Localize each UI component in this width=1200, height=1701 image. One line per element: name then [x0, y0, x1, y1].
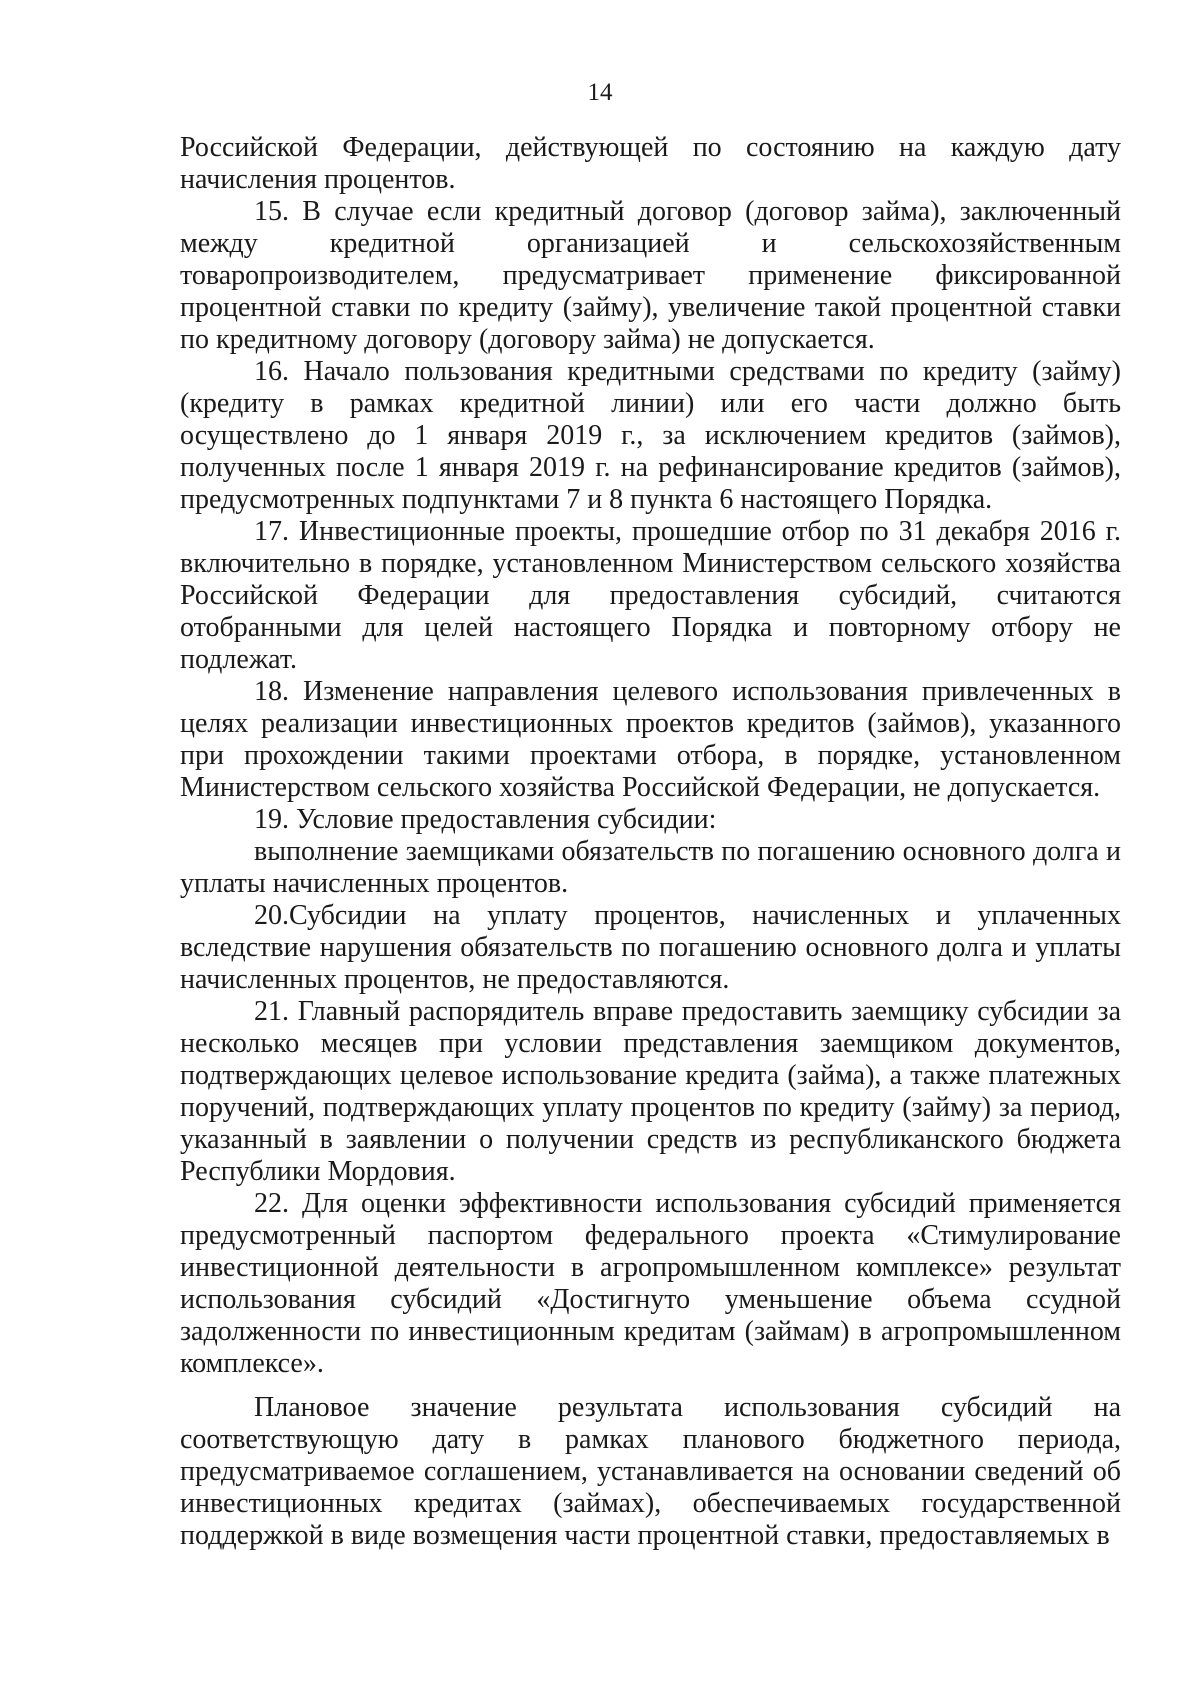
page-number: 14 — [587, 79, 613, 106]
paragraph-continuation: Российской Федерации, действующей по состоянию на каждую дату начисления процентов. — [180, 132, 1121, 195]
paragraph-19-condition: выполнение заемщиками обязательств по погашению основного долга и уплаты начисленных процентов. — [180, 836, 1121, 899]
paragraph-20: 20.Субсидии на уплату процентов, начисленных и уплаченных вследствие нарушения обязательств по погашению основного долга и уплаты начисленных процентов, не предоставляются. — [180, 900, 1121, 995]
paragraph-21: 21. Главный распорядитель вправе предоставить заемщику субсидии за несколько месяцев при условии представления заемщиком документов, подтверждающих целевое использование кредита (займа), а также платежных поручений, подтверждающих уплату процентов по кредиту (займу) за период, указанный в заявлении о получении средств из республиканского бюджета Республики Мордовия. — [180, 996, 1121, 1187]
paragraph-planned-value: Плановое значение результата использования субсидий на соответствующую дату в рамках планового бюджетного периода, предусматриваемое соглашением, устанавливается на основании сведений об инвестиционных кредитах (займах), обеспечиваемых государственной поддержкой в виде возмещения части процентной ставки, предоставляемых в — [180, 1392, 1121, 1551]
paragraph-22: 22. Для оценки эффективности использования субсидий применяется предусмотренный паспортом федерального проекта «Стимулирование инвестиционной деятельности в агропромышленном комплексе» результат использования субсидий «Достигнуто уменьшение объема ссудной задолженности по инвестиционным кредитам (займам) в агропромышленном комплексе». — [180, 1188, 1121, 1379]
paragraph-17: 17. Инвестиционные проекты, прошедшие отбор по 31 декабря 2016 г. включительно в порядке, установленном Министерством сельского хозяйства Российской Федерации для предоставления субсидий, считаются отобранными для целей настоящего Порядка и повторному отбору не подлежат. — [180, 516, 1121, 675]
paragraph-18: 18. Изменение направления целевого использования привлеченных в целях реализации инвестиционных проектов кредитов (займов), указанного при прохождении такими проектами отбора, в порядке, установленном Министерством сельского хозяйства Российской Федерации, не допускается. — [180, 676, 1121, 803]
paragraph-16: 16. Начало пользования кредитными средствами по кредиту (займу) (кредиту в рамках кредитной линии) или его части должно быть осуществлено до 1 января 2019 г., за исключением кредитов (займов), полученных после 1 января 2019 г. на рефинансирование кредитов (займов), предусмотренных подпунктами 7 и 8 пункта 6 настоящего Порядка. — [180, 356, 1121, 515]
paragraph-15: 15. В случае если кредитный договор (договор займа), заключенный между кредитной организацией и сельскохозяйственным товаропроизводителем, предусматривает применение фиксированной процентной ставки по кредиту (займу), увеличение такой процентной ставки по кредитному договору (договору займа) не допускается. — [180, 196, 1121, 355]
paragraph-19: 19. Условие предоставления субсидии: — [254, 804, 717, 835]
document-body — [180, 132, 1121, 1552]
